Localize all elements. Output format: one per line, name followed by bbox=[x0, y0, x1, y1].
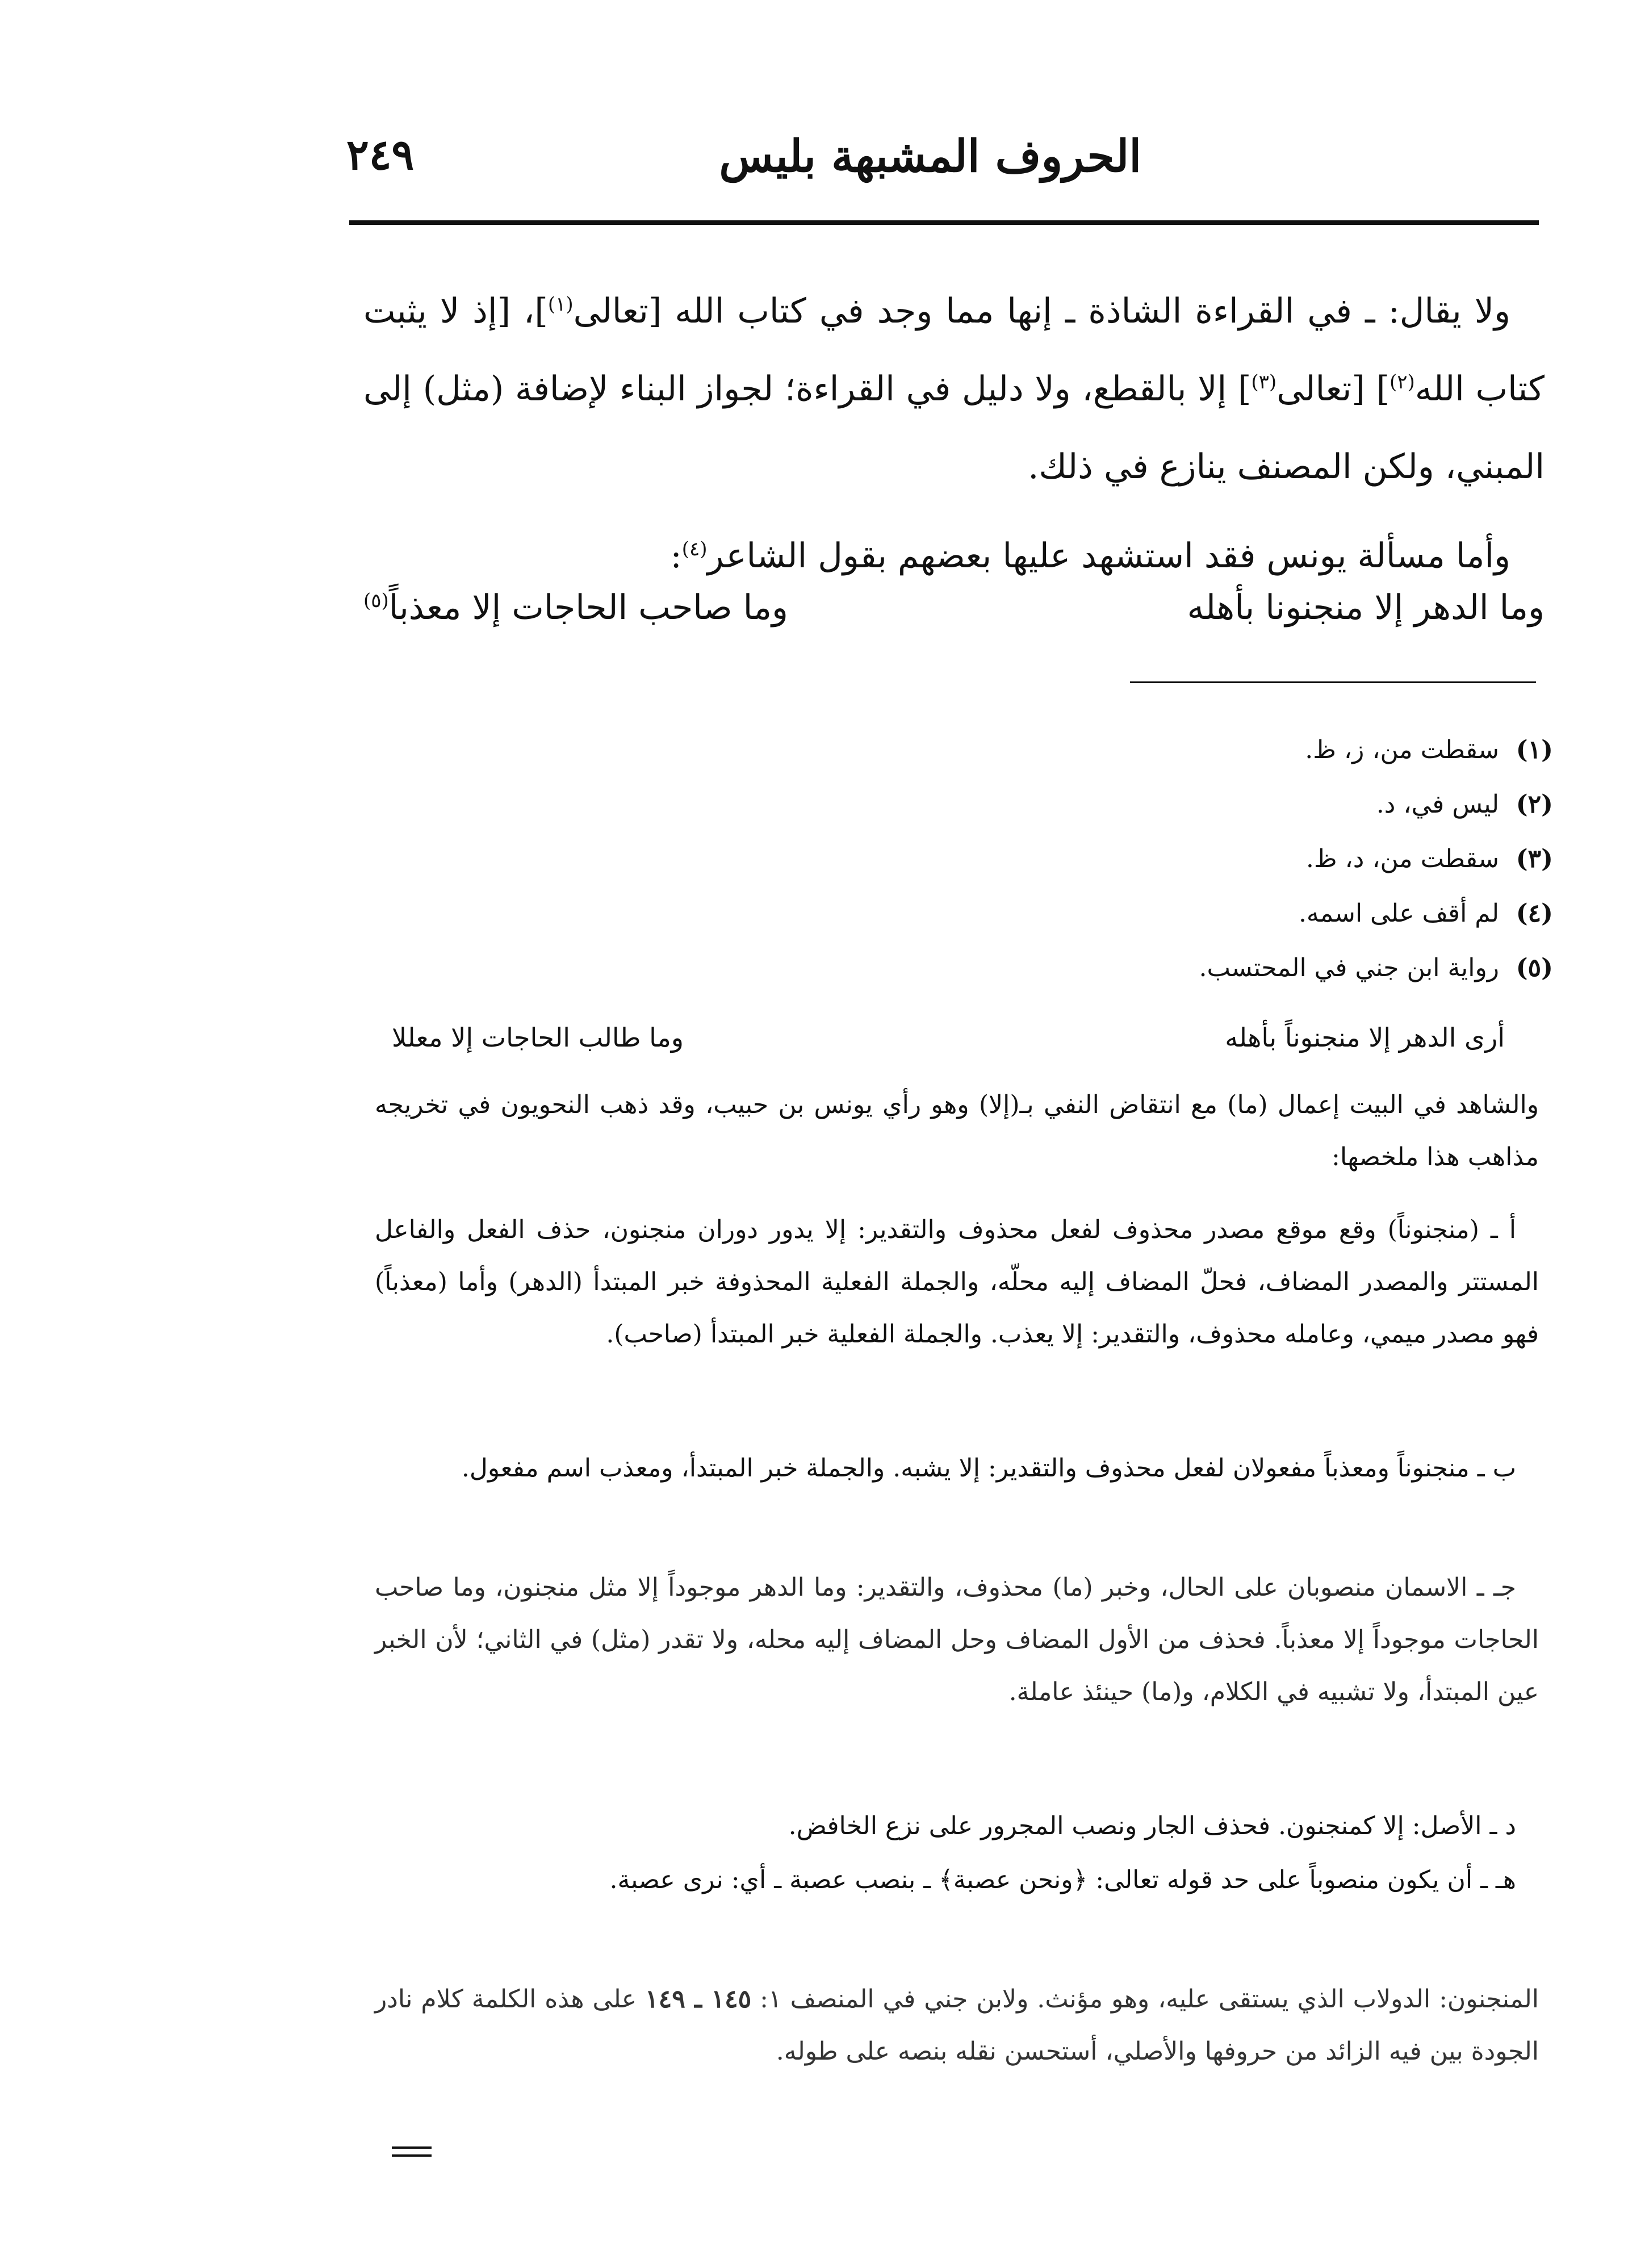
main-text bbox=[363, 273, 1545, 595]
note-manjanun bbox=[375, 1973, 1539, 2078]
text-span: ] إلا بالقطع، ولا دليل في القراءة؛ لجواز البناء لإضافة (مثل) إلى المبني، ولكن المصنف ينازع في ذلك. bbox=[363, 369, 1545, 487]
page-number: ٢٤٩ bbox=[346, 131, 415, 179]
text-span: ] [تعالى bbox=[1277, 369, 1390, 409]
footnote-text: لم أقف على اسمه. bbox=[1298, 899, 1499, 928]
paragraph-2 bbox=[363, 517, 1545, 595]
note-intro: والشاهد في البيت إعمال (ما) مع انتقاض النفي بـ(إلا) وهو رأي يونس بن حبيب، وقد ذهب النحويون في تخريجه مذاهب هذا ملخصها: bbox=[375, 1090, 1539, 1171]
footnote-item bbox=[363, 899, 1553, 953]
note-point-ba: ب ـ منجنوناً ومعذباً مفعولان لفعل محذوف والتقدير: إلا يشبه. والجملة خبر المبتدأ، ومعذب اسم مفعول. bbox=[461, 1454, 1516, 1483]
footnote-ref-5[interactable]: (٥) bbox=[363, 589, 389, 612]
page-range: ١٤٥ ـ ١٤٩ bbox=[644, 1985, 752, 2014]
footnote-item bbox=[363, 790, 1553, 844]
footnotes-list bbox=[363, 735, 1553, 1008]
footnote-text: ليس في، د. bbox=[1376, 790, 1499, 819]
footnote-ref-1[interactable]: (١) bbox=[547, 293, 574, 316]
footnote-item bbox=[363, 844, 1553, 899]
header-rule bbox=[349, 220, 1539, 225]
footnote-number: (٤) bbox=[1516, 899, 1553, 928]
footnote-number: (٣) bbox=[1516, 844, 1553, 873]
footnote-ref-2[interactable]: (٢) bbox=[1389, 371, 1415, 394]
text-span: ]، [إذ لا يثبت كتاب الله bbox=[363, 291, 1545, 409]
footnote-number: (١) bbox=[1516, 735, 1553, 764]
text-span: وأما مسألة يونس فقد استشهد عليها بعضهم بقول الشاعر bbox=[707, 536, 1510, 576]
footnote-item bbox=[363, 953, 1553, 1008]
footnote-separator bbox=[1130, 681, 1536, 683]
note-point-ha: هـ ـ أن يكون منصوباً على حد قوله تعالى: ﴿ونحن عصبة﴾ ـ بنصب عصبة ـ أي: نرى عصبة. bbox=[609, 1865, 1516, 1894]
running-title: الحروف المشبهة بليس bbox=[719, 131, 1141, 182]
paragraph-1 bbox=[363, 273, 1545, 506]
poetry-verse bbox=[363, 588, 1545, 656]
text-span: وما صاحب الحاجات إلا معذباً bbox=[388, 588, 788, 627]
footnote-ref-3[interactable]: (٣) bbox=[1251, 371, 1277, 394]
footnote-text: سقطت من، ز، ظ. bbox=[1305, 735, 1499, 764]
footnote-item bbox=[363, 735, 1553, 790]
note-point-jim: جـ ـ الاسمان منصوبان على الحال، وخبر (ما) محذوف، والتقدير: وما الدهر موجوداً إلا مثل منجنون، وما صاحب الحاجات موجوداً إلا معذباً. فحذف من الأول المضاف وحل المضاف إليه محله، ولا تقدر (مثل) في الثاني؛ لأن الخبر عين المبتدأ، ولا تشبيه في الكلام، و(ما) حينئذ عاملة. bbox=[375, 1573, 1539, 1706]
note-verse-second-hemistich: وما طالب الحاجات إلا معللا bbox=[392, 1022, 684, 1053]
page-header bbox=[346, 131, 1550, 199]
text-span: ولا يقال: ـ في القراءة الشاذة ـ إنها مما وجد في كتاب الله [تعالى bbox=[573, 291, 1510, 331]
note-verse bbox=[392, 1022, 1505, 1073]
text-span: : bbox=[670, 536, 682, 576]
verse-second-hemistich bbox=[363, 588, 788, 627]
text-span: على هذه الكلمة كلام نادر الجودة بين فيه الزائد من حروفها والأصلي، أستحسن نقله بنصه على طوله. bbox=[375, 1985, 1539, 2066]
footnote-text: رواية ابن جني في المحتسب. bbox=[1199, 953, 1499, 982]
text-span: المنجنون: الدولاب الذي يستقى عليه، وهو مؤنث. ولابن جني في المنصف ١: bbox=[760, 1985, 1539, 2014]
note-verse-first-hemistich: أرى الدهر إلا منجنوناً بأهله bbox=[1225, 1022, 1505, 1053]
footnote-number: (٥) bbox=[1516, 953, 1553, 982]
footnote-ref-4[interactable]: (٤) bbox=[681, 538, 708, 560]
note-point-alef: أ ـ (منجنوناً) وقع موقع مصدر محذوف لفعل محذوف والتقدير: إلا يدور دوران منجنون، حذف الفعل والفاعل المستتر والمصدر المضاف، فحلّ المضاف إليه محلّه، والجملة الفعلية المحذوفة خبر المبتدأ (الدهر) وأما (معذباً) فهو مصدر ميمي، وعامله محذوف، والتقدير: إلا يعذب. والجملة الفعلية خبر المبتدأ (صاحب). bbox=[375, 1215, 1539, 1349]
note-point-dal: د ـ الأصل: إلا كمنجنون. فحذف الجار ونصب المجرور على نزع الخافض. bbox=[788, 1811, 1516, 1840]
footnote-number: (٢) bbox=[1516, 790, 1553, 819]
verse-first-hemistich: وما الدهر إلا منجنونا بأهله bbox=[1187, 588, 1545, 627]
footnote-text: سقطت من، د، ظ. bbox=[1305, 844, 1499, 873]
